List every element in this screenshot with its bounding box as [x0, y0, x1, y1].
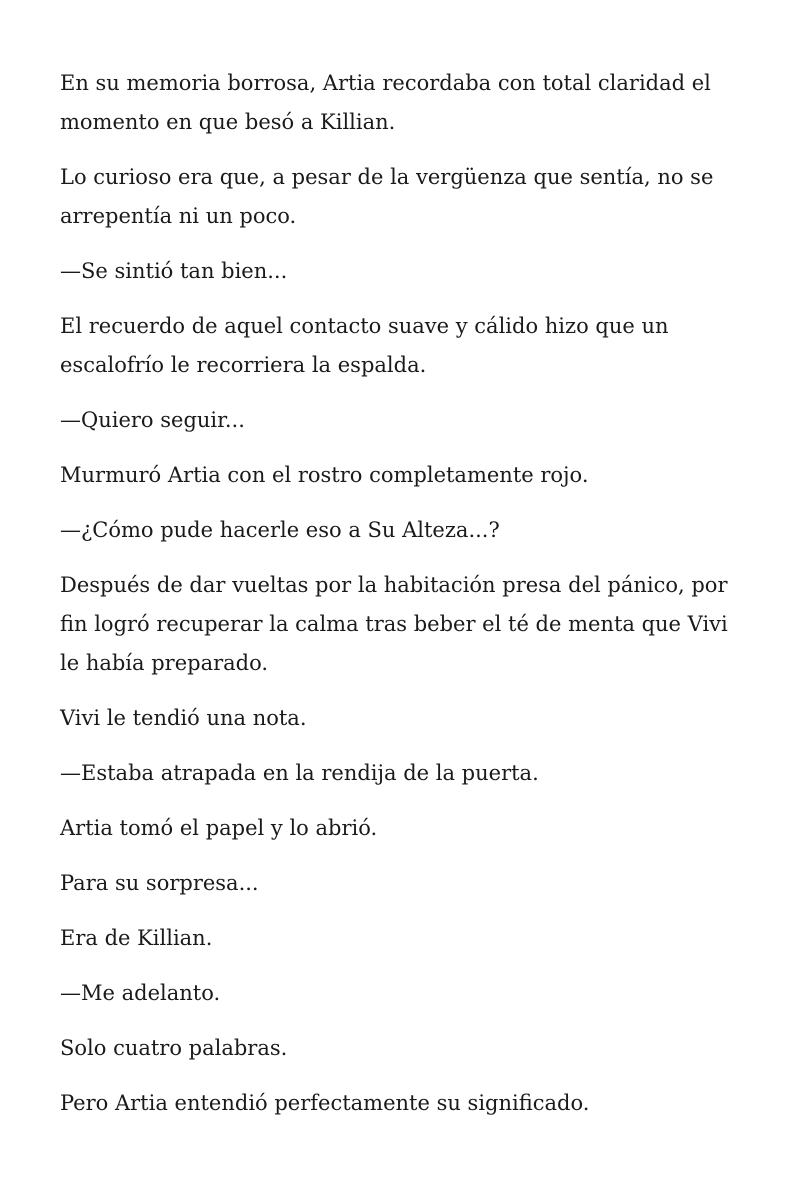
paragraph: Era de Killian. [60, 926, 213, 950]
dialogue-line: —Estaba atrapada en la rendija de la puerta. [60, 761, 539, 785]
dialogue-line: —¿Cómo pude hacerle eso a Su Alteza...? [60, 518, 500, 542]
paragraph: En su memoria borrosa, Artia recordaba con total claridad el momento en que besó a Killian. [60, 71, 711, 134]
paragraph: Para su sorpresa... [60, 871, 259, 895]
dialogue-line: —Me adelanto. [60, 981, 221, 1005]
dialogue-line: —Se sintió tan bien... [60, 259, 288, 283]
paragraph: Pero Artia entendió perfectamente su significado. [60, 1091, 590, 1115]
document-body [60, 64, 750, 1139]
paragraph: Después de dar vueltas por la habitación presa del pánico, por fin logró recuperar la calma tras beber el té de menta que Vivi le había preparado. [60, 573, 728, 675]
paragraph: Murmuró Artia con el rostro completamente rojo. [60, 463, 589, 487]
paragraph: Solo cuatro palabras. [60, 1036, 288, 1060]
paragraph: Artia tomó el papel y lo abrió. [60, 816, 378, 840]
paragraph: Lo curioso era que, a pesar de la vergüenza que sentía, no se arrepentía ni un poco. [60, 165, 714, 228]
paragraph: El recuerdo de aquel contacto suave y cálido hizo que un escalofrío le recorriera la espalda. [60, 314, 669, 377]
paragraph: Vivi le tendió una nota. [60, 706, 307, 730]
dialogue-line: —Quiero seguir... [60, 408, 245, 432]
